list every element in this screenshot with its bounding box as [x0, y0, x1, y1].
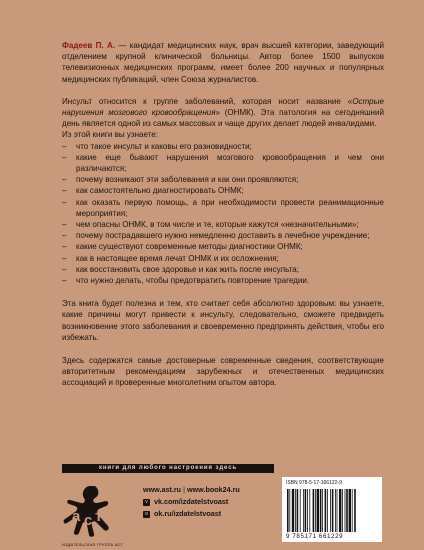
topic-item: – что такое инсульт и каковы его разновидности; [62, 141, 384, 152]
topic-item: – что нужно делать, чтобы предотвратить повторение трагедии. [62, 275, 384, 286]
disease-group-name: Острые нарушения мозгового кровообращения [62, 96, 384, 118]
isbn-text: ISBN 978-5-17-166122-9 [286, 480, 342, 486]
ast-website-link[interactable]: www.ast.ru [143, 485, 182, 494]
ok-icon: o [144, 510, 149, 517]
description-paragraph: Инсульт относится к группе заболеваний, которая носит название «Острые нарушения мозгового кровообращения» (ОНМК). Эта патология на сегодняшний день является одной из самых массовых и чаще других делает людей инвалидами. [62, 96, 384, 129]
barcode-icon [287, 489, 377, 532]
tagline-banner: книги для любого настроения здесь [62, 464, 274, 473]
cover-text [62, 40, 384, 389]
vk-link[interactable]: vk.com/izdatelstvoast [154, 497, 229, 506]
author-paragraph [62, 40, 384, 85]
barcode-box [282, 477, 382, 542]
topic-item: – как оказать первую помощь, а при необходимости провести реанимационные мероприятия; [62, 197, 384, 219]
list-intro: Из этой книги вы узнаете: [62, 130, 159, 140]
topic-item: – как в настоящее время лечат ОНМК и их осложнения; [62, 253, 384, 264]
topics-list [62, 141, 384, 287]
usefulness-paragraph: Эта книга будет полезна и тем, кто считает себя абсолютно здоровым: вы узнаете, какие причины могут привести к инсульту, следовательно, сможете предвидеть возникновение этого заболевания и своевременно предпринять действия, чтобы его избежать. [62, 299, 384, 342]
barcode-digits: 9 785171 661229 [286, 533, 344, 540]
vk-icon: v [143, 499, 150, 506]
svg-text:a: a [72, 508, 81, 525]
topic-item: – почему возникают эти заболевания и как они проявляются; [62, 174, 384, 185]
topic-item: – как самостоятельно диагностировать ОНМК; [62, 185, 384, 196]
author-bio: — кандидат медицинских наук, врач высшей категории, заведующий отделением крупной клинической больницы. Автор более 1500 выпусков телевизионных медицинских программ, имеет более 200 научных и популярных медицинских публикаций, член Союза журналистов. [62, 41, 385, 84]
topic-item: – какие существуют современные методы диагностики ОНМК; [62, 241, 384, 252]
topic-item: – чем опасны ОНМК, в том числе и те, которые кажутся «незначительными»; [62, 219, 384, 230]
topic-item: – какие еще бывают нарушения мозгового кровообращения и чем они различаются; [62, 152, 384, 174]
svg-text:c: c [84, 512, 93, 529]
book24-website-link[interactable]: www.book24.ru [186, 485, 240, 494]
author-name: Фадеев П. А. [62, 41, 116, 50]
topic-item: – как восстановить свое здоровье и как жить после инсульта; [62, 264, 384, 275]
publisher-links: www.ast.ru | www.book24.ru v vk.com/izdatelstvoast o ok.ru/izdatelstvoast [143, 485, 240, 518]
ast-logo [62, 484, 122, 538]
svg-text:т: т [95, 508, 103, 525]
publisher-name: ИЗДАТЕЛЬСКАЯ ГРУППА АСТ [62, 543, 124, 547]
sources-paragraph: Здесь содержатся самые достоверные современные сведения, соответствующие авторитетным рекомендациям зарубежных и отечественных медицинских ассоциаций и проверенные многолетним опытом автора. [62, 356, 384, 388]
topic-item: – почему пострадавшего нужно немедленно доставить в лечебное учреждение; [62, 230, 384, 241]
ok-link[interactable]: ok.ru/izdatelstvoast [154, 509, 222, 518]
